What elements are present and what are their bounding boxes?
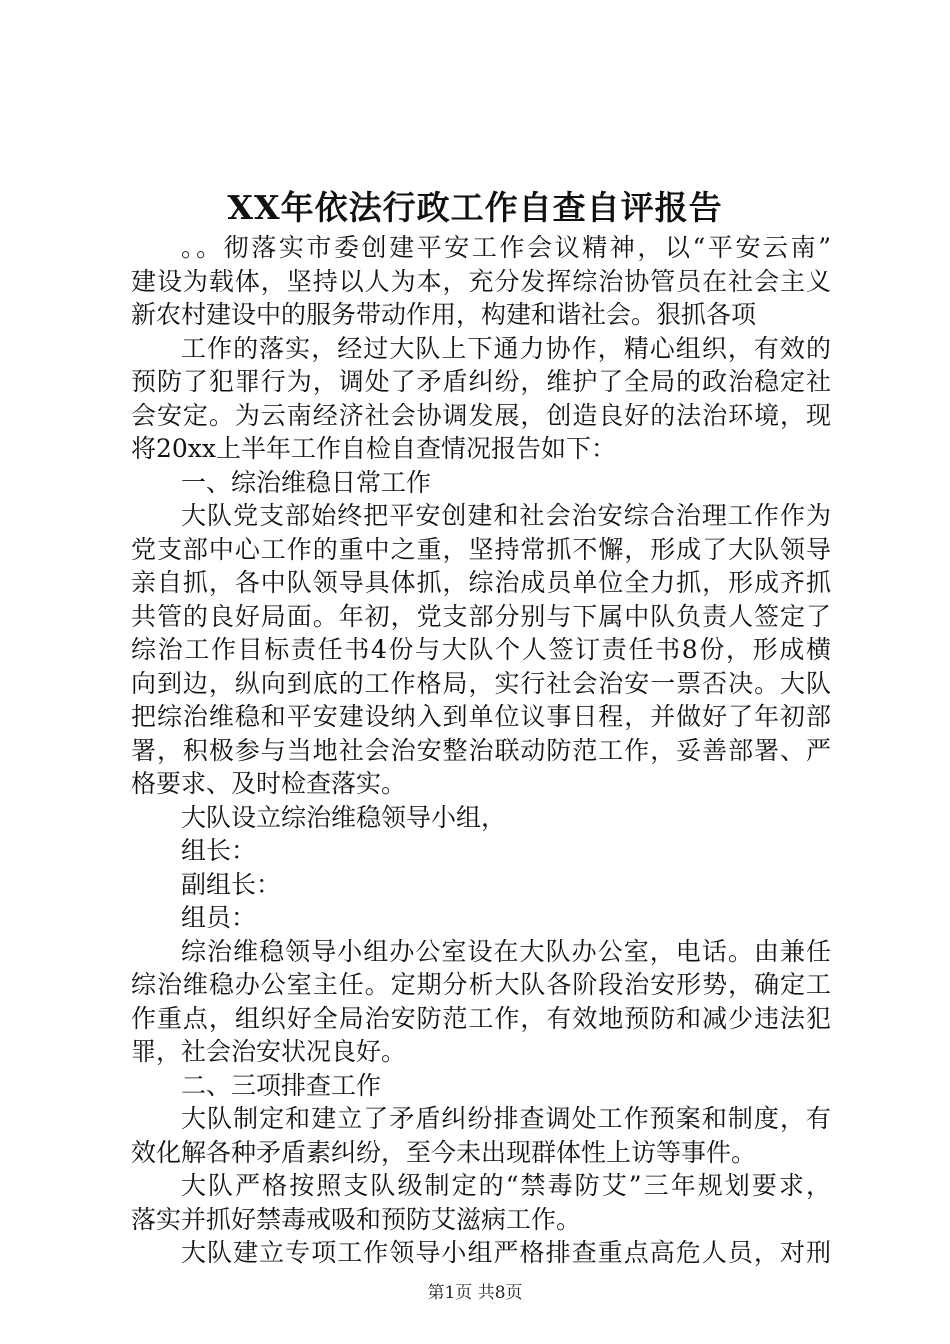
paragraph-line: 大队设立综治维稳领导小组， <box>181 802 507 832</box>
paragraph-line: 综治维稳领导小组办公室设在大队办公室，电话。由兼任 <box>181 936 831 966</box>
paragraph-line: 大队建立专项工作领导小组严格排查重点高危人员，对刑 <box>181 1238 831 1267</box>
paragraph-line: 大队党支部始终把平安创建和社会治安综合治理工作作为 <box>181 501 831 530</box>
field-label-leader: 组长： <box>181 836 257 865</box>
paragraph-line: 效化解各种矛盾素纠纷，至今未出现群体性上访等事件。 <box>131 1137 757 1167</box>
paragraph-line: 将20xx上半年工作自检自查情况报告如下： <box>131 434 617 463</box>
paragraph-line: 综治维稳办公室主任。定期分析大队各阶段治安形势，确定工 <box>131 970 831 999</box>
paragraph-line: 党支部中心工作的重中之重，坚持常抓不懈，形成了大队领导 <box>131 534 831 564</box>
paragraph-line: 署，积极参与当地社会治安整治联动防范工作，妥善部署、严 <box>131 735 831 765</box>
paragraph-line: 向到边，纵向到底的工作格局，实行社会治安一票否决。大队 <box>131 668 831 698</box>
paragraph-line: 新农村建设中的服务带动作用，构建和谐社会。狠抓各项 <box>131 300 757 329</box>
section-heading: 二、三项排查工作 <box>181 1070 382 1100</box>
paragraph-line: 工作的落实，经过大队上下通力协作，精心组织，有效的 <box>181 333 831 363</box>
section-heading: 一、综治维稳日常工作 <box>181 467 432 497</box>
paragraph-line: 大队制定和建立了矛盾纠纷排查调处工作预案和制度，有 <box>181 1104 831 1133</box>
paragraph-line: 。。彻落实市委创建平安工作会议精神，以“平安云南” <box>181 233 831 262</box>
paragraph-line: 预防了犯罪行为，调处了矛盾纠纷，维护了全局的政治稳定社 <box>131 367 831 396</box>
field-label-members: 组员： <box>181 903 257 932</box>
paragraph-line: 作重点，组织好全局治安防范工作，有效地预防和减少违法犯 <box>131 1003 831 1033</box>
paragraph-line: 落实并抓好禁毒戒吸和预防艾滋病工作。 <box>131 1204 582 1234</box>
field-label-deputy-leader: 副组长： <box>181 869 282 899</box>
paragraph-line: 共管的良好局面。年初，党支部分别与下属中队负责人签定了 <box>131 601 831 631</box>
paragraph-line: 把综治维稳和平安建设纳入到单位议事日程，并做好了年初部 <box>131 702 831 731</box>
paragraph-line: 综治工作目标责任书4份与大队个人签订责任书8份，形成横 <box>131 635 831 664</box>
document-body <box>131 231 831 1270</box>
paragraph-line: 大队严格按照支队级制定的“禁毒防艾”三年规划要求， <box>181 1171 831 1200</box>
paragraph-line: 会安定。为云南经济社会协调发展，创造良好的法治环境，现 <box>131 400 831 430</box>
paragraph-line: 亲自抓，各中队领导具体抓，综治成员单位全力抓，形成齐抓 <box>131 568 831 597</box>
page-number-footer: 第1页 共8页 <box>427 1283 523 1303</box>
paragraph-line: 格要求、及时检查落实。 <box>131 769 407 798</box>
document-title: XX年依法行政工作自查自评报告 <box>227 188 723 227</box>
paragraph-line: 罪，社会治安状况良好。 <box>131 1037 407 1066</box>
paragraph-line: 建设为载体，坚持以人为本，充分发挥综治协管员在社会主义 <box>131 266 831 296</box>
